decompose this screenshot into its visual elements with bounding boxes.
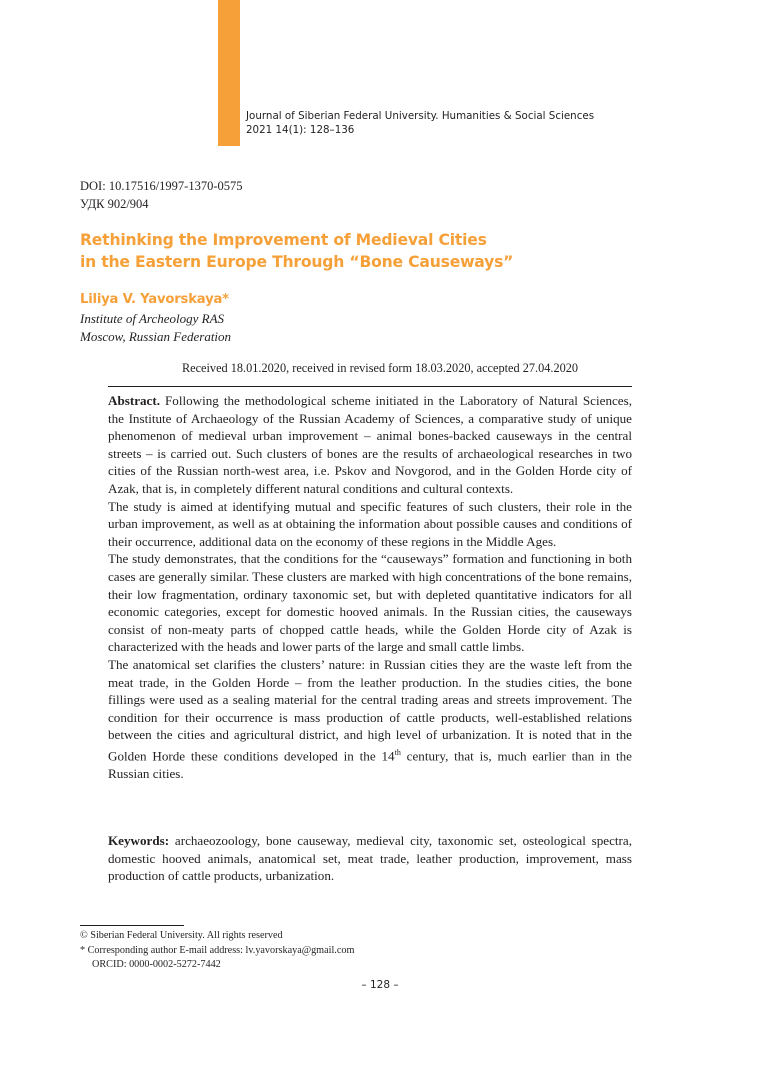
received-dates: Received 18.01.2020, received in revised form 18.03.2020, accepted 27.04.2020 xyxy=(181,361,579,375)
author-location: Moscow, Russian Federation xyxy=(80,329,232,344)
abstract-divider xyxy=(108,386,632,387)
footnotes xyxy=(80,929,354,973)
title-line-2: in the Eastern Europe Through “Bone Causeways” xyxy=(80,253,514,271)
abstract-text: Following the methodological scheme initiated in the Laboratory of Natural Sciences, the Institute of Archaeology of the Russian Academy of Sciences, a comparative study of unique phenomenon of medieval urban improvement – animal bones-backed causeways in the central streets – is carried out. Such clusters of bones are the results of archaeological researches in two cities of the Russian north-west area, i.e. Pskov and Novgorod, and in the Golden Horde city of Azak, that is, in completely different natural conditions and cultural contexts. xyxy=(108,393,632,496)
author-institute: Institute of Archeology RAS xyxy=(80,311,225,326)
ordinal-superscript: th xyxy=(394,747,401,757)
abstract-paragraph xyxy=(108,656,632,783)
author-name: Liliya V. Yavorskaya* xyxy=(80,292,229,307)
page-number: – 128 – xyxy=(361,979,399,991)
abstract-text: The anatomical set clarifies the clusters’ nature: in Russian cities they are the waste left from the meat trade, in the Golden Horde – from the leather production. In the studies cities, the bone fillings were used as a sealing material for the central trading areas and streets improvement. The condition for their occurrence is mass production of cattle products, well-established relations between the cities and agricultural district, and high level of urbanization. It is noted that in the Golden Horde these conditions developed in the 14 xyxy=(108,656,632,764)
article-meta xyxy=(80,177,243,213)
orcid-note: ORCID: 0000-0002-5272-7442 xyxy=(92,959,221,970)
doi: DOI: 10.17516/1997-1370-0575 xyxy=(80,179,243,193)
journal-issue: 2021 14(1): 128–136 xyxy=(246,124,355,136)
footnote-divider xyxy=(80,925,184,926)
corresponding-author-note: * Corresponding author E-mail address: lv.yavorskaya@gmail.com xyxy=(80,944,355,956)
abstract-paragraph: The study is aimed at identifying mutual and specific features of such clusters, their role in the urban improvement, as well as at obtaining the information about possible causes and conditions of their occurrence, additional data on the economy of these regions in the Middle Ages. xyxy=(108,498,632,549)
title-line-1: Rethinking the Improvement of Medieval Cities xyxy=(80,231,487,249)
journal-header xyxy=(246,109,594,137)
journal-name: Journal of Siberian Federal University. Humanities & Social Sciences xyxy=(246,110,595,122)
udk: УДК 902/904 xyxy=(80,197,149,211)
abstract-label: Abstract. xyxy=(108,393,160,408)
author-block xyxy=(80,290,231,346)
abstract-paragraph: The study demonstrates, that the conditions for the “causeways” formation and functioning in both cases are generally similar. These clusters are marked with high concentrations of the bone remains, their low fragmentation, ordinary taxonomic set, but with depleted quantitative indicators for all economic categories, except for domestic hooved animals. In the Russian cities, the causeways consist of non-meaty parts of chopped cattle heads, while the Golden Horde city of Azak is characterized with the heads and lower parts of the large and small cattle limbs. xyxy=(108,551,632,655)
copyright-note: © Siberian Federal University. All rights reserved xyxy=(80,930,283,941)
abstract xyxy=(108,392,632,782)
article-title xyxy=(80,229,680,273)
abstract-paragraph xyxy=(108,392,632,498)
keywords-text: archaeozoology, bone causeway, medieval city, taxonomic set, osteological spectra, domestic hooved animals, anatomical set, meat trade, leather production, improvement, mass production of cattle products, urbanization. xyxy=(108,833,632,884)
header-accent-bar xyxy=(218,0,240,146)
abstract-text: century, that is, much earlier than in the Russian cities. xyxy=(108,748,632,781)
keywords-label: Keywords: xyxy=(108,833,170,848)
keywords xyxy=(108,832,632,885)
